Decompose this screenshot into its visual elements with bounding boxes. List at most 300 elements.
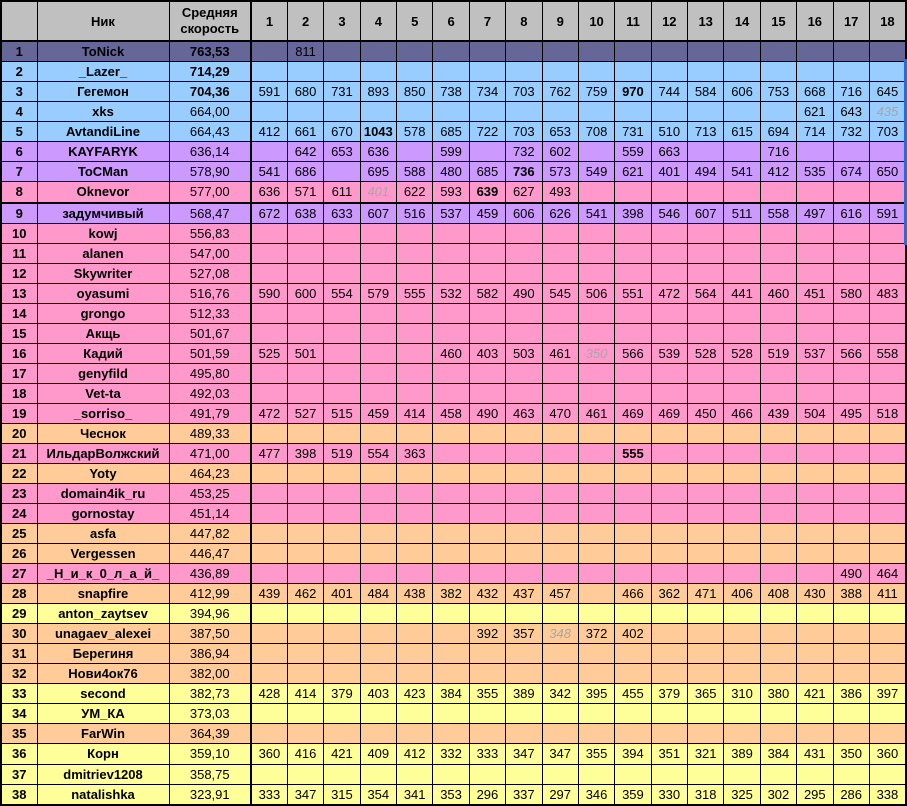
round-value-cell[interactable] xyxy=(688,243,724,263)
round-value-cell[interactable]: 389 xyxy=(724,744,760,764)
round-value-cell[interactable]: 736 xyxy=(506,162,542,182)
round-value-cell[interactable] xyxy=(251,484,287,504)
rank-cell[interactable]: 23 xyxy=(1,484,37,504)
round-value-cell[interactable]: 970 xyxy=(615,82,651,102)
nick-cell[interactable]: oyasumi xyxy=(37,283,169,303)
round-value-cell[interactable] xyxy=(760,764,796,784)
round-value-cell[interactable] xyxy=(433,764,469,784)
round-value-cell[interactable] xyxy=(724,704,760,724)
rank-cell[interactable]: 31 xyxy=(1,644,37,664)
round-value-cell[interactable] xyxy=(651,303,687,323)
round-column-header[interactable]: 9 xyxy=(542,1,578,41)
round-value-cell[interactable] xyxy=(797,383,833,403)
round-value-cell[interactable]: 466 xyxy=(615,584,651,604)
round-value-cell[interactable]: 463 xyxy=(506,403,542,423)
round-value-cell[interactable] xyxy=(287,664,323,684)
round-value-cell[interactable] xyxy=(797,464,833,484)
nick-cell[interactable]: ToCMan xyxy=(37,162,169,182)
round-value-cell[interactable]: 573 xyxy=(542,162,578,182)
rank-cell[interactable]: 4 xyxy=(1,102,37,122)
round-value-cell[interactable] xyxy=(324,323,360,343)
round-value-cell[interactable]: 525 xyxy=(251,343,287,363)
round-value-cell[interactable] xyxy=(833,182,869,203)
round-value-cell[interactable] xyxy=(251,323,287,343)
round-value-cell[interactable]: 437 xyxy=(506,584,542,604)
nick-cell[interactable]: domain4ik_ru xyxy=(37,484,169,504)
round-value-cell[interactable] xyxy=(869,142,906,162)
avg-speed-cell[interactable]: 446,47 xyxy=(169,544,251,564)
round-value-cell[interactable] xyxy=(287,243,323,263)
nick-cell[interactable]: xks xyxy=(37,102,169,122)
round-value-cell[interactable] xyxy=(360,604,396,624)
rank-cell[interactable]: 10 xyxy=(1,223,37,243)
round-value-cell[interactable] xyxy=(833,263,869,283)
round-value-cell[interactable]: 394 xyxy=(615,744,651,764)
round-value-cell[interactable]: 497 xyxy=(797,203,833,224)
rank-cell[interactable]: 29 xyxy=(1,604,37,624)
round-value-cell[interactable] xyxy=(542,484,578,504)
round-value-cell[interactable] xyxy=(469,243,505,263)
round-value-cell[interactable] xyxy=(433,604,469,624)
avg-speed-cell[interactable]: 491,79 xyxy=(169,403,251,423)
round-value-cell[interactable] xyxy=(397,484,433,504)
round-value-cell[interactable]: 602 xyxy=(542,142,578,162)
round-value-cell[interactable] xyxy=(287,524,323,544)
rank-cell[interactable]: 25 xyxy=(1,524,37,544)
round-value-cell[interactable] xyxy=(542,423,578,443)
nick-cell[interactable]: gornostay xyxy=(37,504,169,524)
round-value-cell[interactable]: 388 xyxy=(833,584,869,604)
round-value-cell[interactable] xyxy=(724,764,760,784)
round-value-cell[interactable]: 365 xyxy=(688,684,724,704)
nick-cell[interactable]: kowj xyxy=(37,223,169,243)
round-value-cell[interactable]: 590 xyxy=(251,283,287,303)
rank-cell[interactable]: 28 xyxy=(1,584,37,604)
round-value-cell[interactable]: 441 xyxy=(724,283,760,303)
round-value-cell[interactable] xyxy=(724,62,760,82)
round-value-cell[interactable] xyxy=(469,423,505,443)
round-value-cell[interactable] xyxy=(251,544,287,564)
round-column-header[interactable]: 11 xyxy=(615,1,651,41)
round-value-cell[interactable] xyxy=(542,604,578,624)
round-value-cell[interactable]: 535 xyxy=(797,162,833,182)
round-value-cell[interactable]: 493 xyxy=(542,182,578,203)
round-value-cell[interactable] xyxy=(688,524,724,544)
round-value-cell[interactable] xyxy=(397,41,433,62)
round-value-cell[interactable] xyxy=(287,644,323,664)
round-value-cell[interactable] xyxy=(324,243,360,263)
round-value-cell[interactable] xyxy=(651,544,687,564)
round-value-cell[interactable]: 439 xyxy=(760,403,796,423)
round-value-cell[interactable] xyxy=(869,423,906,443)
round-value-cell[interactable] xyxy=(397,323,433,343)
round-value-cell[interactable] xyxy=(433,564,469,584)
round-value-cell[interactable] xyxy=(506,524,542,544)
round-value-cell[interactable] xyxy=(506,383,542,403)
round-value-cell[interactable] xyxy=(469,564,505,584)
round-value-cell[interactable]: 490 xyxy=(833,564,869,584)
round-value-cell[interactable] xyxy=(651,102,687,122)
round-value-cell[interactable]: 653 xyxy=(542,122,578,142)
round-value-cell[interactable] xyxy=(724,102,760,122)
round-value-cell[interactable]: 363 xyxy=(397,444,433,464)
round-value-cell[interactable]: 423 xyxy=(397,684,433,704)
round-value-cell[interactable]: 346 xyxy=(578,784,614,805)
round-value-cell[interactable] xyxy=(651,604,687,624)
round-value-cell[interactable] xyxy=(724,243,760,263)
round-value-cell[interactable]: 412 xyxy=(760,162,796,182)
round-value-cell[interactable] xyxy=(542,724,578,744)
round-value-cell[interactable] xyxy=(797,62,833,82)
round-value-cell[interactable]: 582 xyxy=(469,283,505,303)
round-value-cell[interactable]: 470 xyxy=(542,403,578,423)
round-value-cell[interactable]: 450 xyxy=(688,403,724,423)
round-value-cell[interactable] xyxy=(797,484,833,504)
round-value-cell[interactable] xyxy=(797,704,833,724)
round-value-cell[interactable] xyxy=(833,142,869,162)
round-value-cell[interactable] xyxy=(760,383,796,403)
round-value-cell[interactable]: 580 xyxy=(833,283,869,303)
round-value-cell[interactable] xyxy=(615,423,651,443)
round-value-cell[interactable] xyxy=(397,704,433,724)
round-value-cell[interactable]: 428 xyxy=(251,684,287,704)
round-value-cell[interactable]: 537 xyxy=(433,203,469,224)
round-value-cell[interactable]: 528 xyxy=(688,343,724,363)
round-value-cell[interactable] xyxy=(469,323,505,343)
round-value-cell[interactable] xyxy=(542,223,578,243)
round-value-cell[interactable]: 414 xyxy=(287,684,323,704)
round-value-cell[interactable]: 355 xyxy=(469,684,505,704)
round-column-header[interactable]: 15 xyxy=(760,1,796,41)
round-value-cell[interactable]: 401 xyxy=(651,162,687,182)
round-value-cell[interactable]: 694 xyxy=(760,122,796,142)
round-value-cell[interactable] xyxy=(469,263,505,283)
round-value-cell[interactable] xyxy=(287,624,323,644)
round-value-cell[interactable] xyxy=(506,724,542,744)
round-value-cell[interactable] xyxy=(469,764,505,784)
round-value-cell[interactable] xyxy=(397,383,433,403)
round-value-cell[interactable] xyxy=(724,484,760,504)
round-value-cell[interactable]: 494 xyxy=(688,162,724,182)
round-value-cell[interactable] xyxy=(360,41,396,62)
round-value-cell[interactable]: 680 xyxy=(287,82,323,102)
round-value-cell[interactable]: 438 xyxy=(397,584,433,604)
round-value-cell[interactable] xyxy=(433,464,469,484)
round-value-cell[interactable] xyxy=(797,604,833,624)
round-value-cell[interactable] xyxy=(506,764,542,784)
round-value-cell[interactable] xyxy=(760,323,796,343)
round-value-cell[interactable] xyxy=(287,102,323,122)
round-column-header[interactable]: 13 xyxy=(688,1,724,41)
round-value-cell[interactable]: 455 xyxy=(615,684,651,704)
round-value-cell[interactable] xyxy=(833,62,869,82)
round-value-cell[interactable] xyxy=(360,504,396,524)
round-value-cell[interactable] xyxy=(324,303,360,323)
round-value-cell[interactable] xyxy=(360,383,396,403)
round-value-cell[interactable] xyxy=(506,102,542,122)
round-value-cell[interactable] xyxy=(506,504,542,524)
round-value-cell[interactable] xyxy=(251,423,287,443)
round-value-cell[interactable]: 333 xyxy=(251,784,287,805)
round-value-cell[interactable] xyxy=(324,764,360,784)
nick-cell[interactable]: second xyxy=(37,684,169,704)
round-value-cell[interactable]: 744 xyxy=(651,82,687,102)
round-value-cell[interactable] xyxy=(324,544,360,564)
round-value-cell[interactable] xyxy=(869,544,906,564)
round-value-cell[interactable]: 578 xyxy=(397,122,433,142)
round-value-cell[interactable] xyxy=(251,604,287,624)
rank-cell[interactable]: 35 xyxy=(1,724,37,744)
round-value-cell[interactable]: 622 xyxy=(397,182,433,203)
round-value-cell[interactable]: 528 xyxy=(724,343,760,363)
round-value-cell[interactable] xyxy=(542,383,578,403)
round-value-cell[interactable]: 716 xyxy=(833,82,869,102)
round-value-cell[interactable] xyxy=(797,41,833,62)
round-value-cell[interactable] xyxy=(651,263,687,283)
round-value-cell[interactable] xyxy=(615,664,651,684)
round-value-cell[interactable] xyxy=(688,363,724,383)
round-value-cell[interactable] xyxy=(287,464,323,484)
round-value-cell[interactable] xyxy=(251,624,287,644)
round-value-cell[interactable]: 318 xyxy=(688,784,724,805)
round-value-cell[interactable]: 1043 xyxy=(360,122,396,142)
round-value-cell[interactable]: 545 xyxy=(542,283,578,303)
round-value-cell[interactable] xyxy=(397,303,433,323)
nick-cell[interactable]: genyfild xyxy=(37,363,169,383)
round-value-cell[interactable]: 606 xyxy=(506,203,542,224)
rank-cell[interactable]: 5 xyxy=(1,122,37,142)
round-value-cell[interactable] xyxy=(578,243,614,263)
round-value-cell[interactable] xyxy=(797,504,833,524)
round-value-cell[interactable]: 504 xyxy=(797,403,833,423)
round-value-cell[interactable]: 471 xyxy=(688,584,724,604)
round-value-cell[interactable] xyxy=(724,564,760,584)
round-value-cell[interactable] xyxy=(578,604,614,624)
rank-cell[interactable]: 18 xyxy=(1,383,37,403)
round-value-cell[interactable]: 347 xyxy=(506,744,542,764)
nick-cell[interactable]: _Н_и_к_0_л_а_й_ xyxy=(37,564,169,584)
round-value-cell[interactable] xyxy=(760,564,796,584)
nick-cell[interactable]: Чеснок xyxy=(37,423,169,443)
round-value-cell[interactable] xyxy=(397,142,433,162)
round-value-cell[interactable] xyxy=(542,704,578,724)
round-value-cell[interactable] xyxy=(869,444,906,464)
round-value-cell[interactable] xyxy=(615,704,651,724)
round-value-cell[interactable]: 451 xyxy=(797,283,833,303)
nick-cell[interactable]: Yoty xyxy=(37,464,169,484)
round-value-cell[interactable] xyxy=(688,62,724,82)
round-value-cell[interactable] xyxy=(287,423,323,443)
round-value-cell[interactable] xyxy=(360,564,396,584)
avg-speed-cell[interactable]: 568,47 xyxy=(169,203,251,224)
round-value-cell[interactable] xyxy=(287,223,323,243)
round-value-cell[interactable] xyxy=(615,62,651,82)
round-value-cell[interactable] xyxy=(869,323,906,343)
round-value-cell[interactable] xyxy=(615,644,651,664)
round-value-cell[interactable]: 457 xyxy=(542,584,578,604)
round-value-cell[interactable] xyxy=(833,524,869,544)
round-value-cell[interactable]: 607 xyxy=(688,203,724,224)
round-value-cell[interactable] xyxy=(833,624,869,644)
round-value-cell[interactable] xyxy=(833,223,869,243)
round-value-cell[interactable] xyxy=(433,484,469,504)
round-value-cell[interactable] xyxy=(651,62,687,82)
round-value-cell[interactable] xyxy=(760,604,796,624)
round-value-cell[interactable] xyxy=(760,363,796,383)
round-value-cell[interactable]: 616 xyxy=(833,203,869,224)
round-value-cell[interactable]: 661 xyxy=(287,122,323,142)
round-value-cell[interactable] xyxy=(760,624,796,644)
round-value-cell[interactable] xyxy=(688,323,724,343)
round-value-cell[interactable] xyxy=(324,644,360,664)
round-value-cell[interactable]: 389 xyxy=(506,684,542,704)
avg-speed-cell[interactable]: 412,99 xyxy=(169,584,251,604)
round-value-cell[interactable] xyxy=(542,524,578,544)
round-value-cell[interactable] xyxy=(397,544,433,564)
round-value-cell[interactable] xyxy=(578,223,614,243)
round-value-cell[interactable] xyxy=(578,524,614,544)
nick-cell[interactable]: Берегиня xyxy=(37,644,169,664)
round-value-cell[interactable] xyxy=(578,142,614,162)
round-value-cell[interactable] xyxy=(287,564,323,584)
round-value-cell[interactable] xyxy=(469,664,505,684)
round-value-cell[interactable] xyxy=(360,423,396,443)
round-value-cell[interactable]: 402 xyxy=(615,624,651,644)
round-value-cell[interactable] xyxy=(397,243,433,263)
round-value-cell[interactable] xyxy=(324,41,360,62)
round-value-cell[interactable] xyxy=(724,644,760,664)
round-value-cell[interactable] xyxy=(397,423,433,443)
round-value-cell[interactable] xyxy=(688,704,724,724)
round-value-cell[interactable] xyxy=(688,223,724,243)
round-value-cell[interactable] xyxy=(506,243,542,263)
round-value-cell[interactable] xyxy=(433,323,469,343)
round-value-cell[interactable] xyxy=(324,62,360,82)
round-value-cell[interactable] xyxy=(397,504,433,524)
round-value-cell[interactable]: 321 xyxy=(688,744,724,764)
round-value-cell[interactable] xyxy=(251,102,287,122)
round-value-cell[interactable]: 555 xyxy=(615,444,651,464)
round-value-cell[interactable] xyxy=(251,243,287,263)
round-value-cell[interactable] xyxy=(724,544,760,564)
round-value-cell[interactable] xyxy=(651,644,687,664)
round-value-cell[interactable]: 600 xyxy=(287,283,323,303)
rank-cell[interactable]: 17 xyxy=(1,363,37,383)
round-value-cell[interactable]: 484 xyxy=(360,584,396,604)
round-value-cell[interactable]: 541 xyxy=(578,203,614,224)
round-value-cell[interactable] xyxy=(433,383,469,403)
round-value-cell[interactable] xyxy=(797,223,833,243)
round-value-cell[interactable] xyxy=(287,724,323,744)
round-value-cell[interactable] xyxy=(251,664,287,684)
round-value-cell[interactable] xyxy=(506,223,542,243)
round-value-cell[interactable]: 355 xyxy=(578,744,614,764)
round-value-cell[interactable] xyxy=(397,343,433,363)
round-value-cell[interactable]: 416 xyxy=(287,744,323,764)
round-value-cell[interactable] xyxy=(833,464,869,484)
round-value-cell[interactable] xyxy=(797,724,833,744)
round-value-cell[interactable]: 469 xyxy=(615,403,651,423)
round-value-cell[interactable] xyxy=(542,323,578,343)
round-value-cell[interactable] xyxy=(688,102,724,122)
round-value-cell[interactable] xyxy=(287,544,323,564)
rank-cell[interactable]: 8 xyxy=(1,182,37,203)
nick-cell[interactable]: Vergessen xyxy=(37,544,169,564)
avg-speed-cell[interactable]: 664,00 xyxy=(169,102,251,122)
round-value-cell[interactable] xyxy=(688,624,724,644)
round-value-cell[interactable] xyxy=(542,102,578,122)
round-value-cell[interactable] xyxy=(324,624,360,644)
round-value-cell[interactable] xyxy=(360,544,396,564)
round-value-cell[interactable]: 384 xyxy=(760,744,796,764)
round-value-cell[interactable] xyxy=(688,142,724,162)
round-value-cell[interactable] xyxy=(833,423,869,443)
round-value-cell[interactable] xyxy=(506,564,542,584)
round-value-cell[interactable] xyxy=(287,764,323,784)
round-value-cell[interactable]: 403 xyxy=(469,343,505,363)
round-value-cell[interactable] xyxy=(651,423,687,443)
nick-cell[interactable]: УМ_КА xyxy=(37,704,169,724)
avg-speed-cell[interactable]: 471,00 xyxy=(169,444,251,464)
round-value-cell[interactable] xyxy=(833,444,869,464)
round-value-cell[interactable] xyxy=(324,664,360,684)
round-column-header[interactable]: 16 xyxy=(797,1,833,41)
rank-cell[interactable]: 2 xyxy=(1,62,37,82)
round-value-cell[interactable] xyxy=(688,41,724,62)
round-value-cell[interactable] xyxy=(469,223,505,243)
round-value-cell[interactable] xyxy=(833,664,869,684)
round-value-cell[interactable] xyxy=(506,363,542,383)
round-value-cell[interactable]: 703 xyxy=(506,122,542,142)
round-value-cell[interactable]: 397 xyxy=(869,684,906,704)
round-value-cell[interactable] xyxy=(615,724,651,744)
round-value-cell[interactable]: 480 xyxy=(433,162,469,182)
round-value-cell[interactable]: 584 xyxy=(688,82,724,102)
round-value-cell[interactable]: 599 xyxy=(433,142,469,162)
avg-speed-cell[interactable]: 636,14 xyxy=(169,142,251,162)
round-value-cell[interactable] xyxy=(251,303,287,323)
avg-speed-cell[interactable]: 516,76 xyxy=(169,283,251,303)
round-value-cell[interactable]: 516 xyxy=(397,203,433,224)
round-value-cell[interactable] xyxy=(324,524,360,544)
round-value-cell[interactable]: 466 xyxy=(724,403,760,423)
round-value-cell[interactable] xyxy=(797,243,833,263)
round-value-cell[interactable]: 645 xyxy=(869,82,906,102)
avg-speed-cell[interactable]: 323,91 xyxy=(169,784,251,805)
round-value-cell[interactable]: 627 xyxy=(506,182,542,203)
round-value-cell[interactable] xyxy=(615,182,651,203)
round-value-cell[interactable]: 685 xyxy=(433,122,469,142)
round-value-cell[interactable]: 734 xyxy=(469,82,505,102)
round-value-cell[interactable] xyxy=(360,102,396,122)
round-value-cell[interactable] xyxy=(797,544,833,564)
round-value-cell[interactable] xyxy=(506,604,542,624)
round-value-cell[interactable] xyxy=(760,303,796,323)
round-value-cell[interactable] xyxy=(397,564,433,584)
round-value-cell[interactable] xyxy=(469,142,505,162)
rank-cell[interactable]: 24 xyxy=(1,504,37,524)
round-value-cell[interactable]: 554 xyxy=(324,283,360,303)
round-value-cell[interactable] xyxy=(651,323,687,343)
avg-speed-cell[interactable]: 387,50 xyxy=(169,624,251,644)
round-value-cell[interactable]: 379 xyxy=(324,684,360,704)
round-value-cell[interactable]: 495 xyxy=(833,403,869,423)
round-value-cell[interactable] xyxy=(506,303,542,323)
round-value-cell[interactable]: 593 xyxy=(433,182,469,203)
round-value-cell[interactable] xyxy=(688,644,724,664)
round-value-cell[interactable] xyxy=(433,102,469,122)
avg-speed-cell[interactable]: 358,75 xyxy=(169,764,251,784)
